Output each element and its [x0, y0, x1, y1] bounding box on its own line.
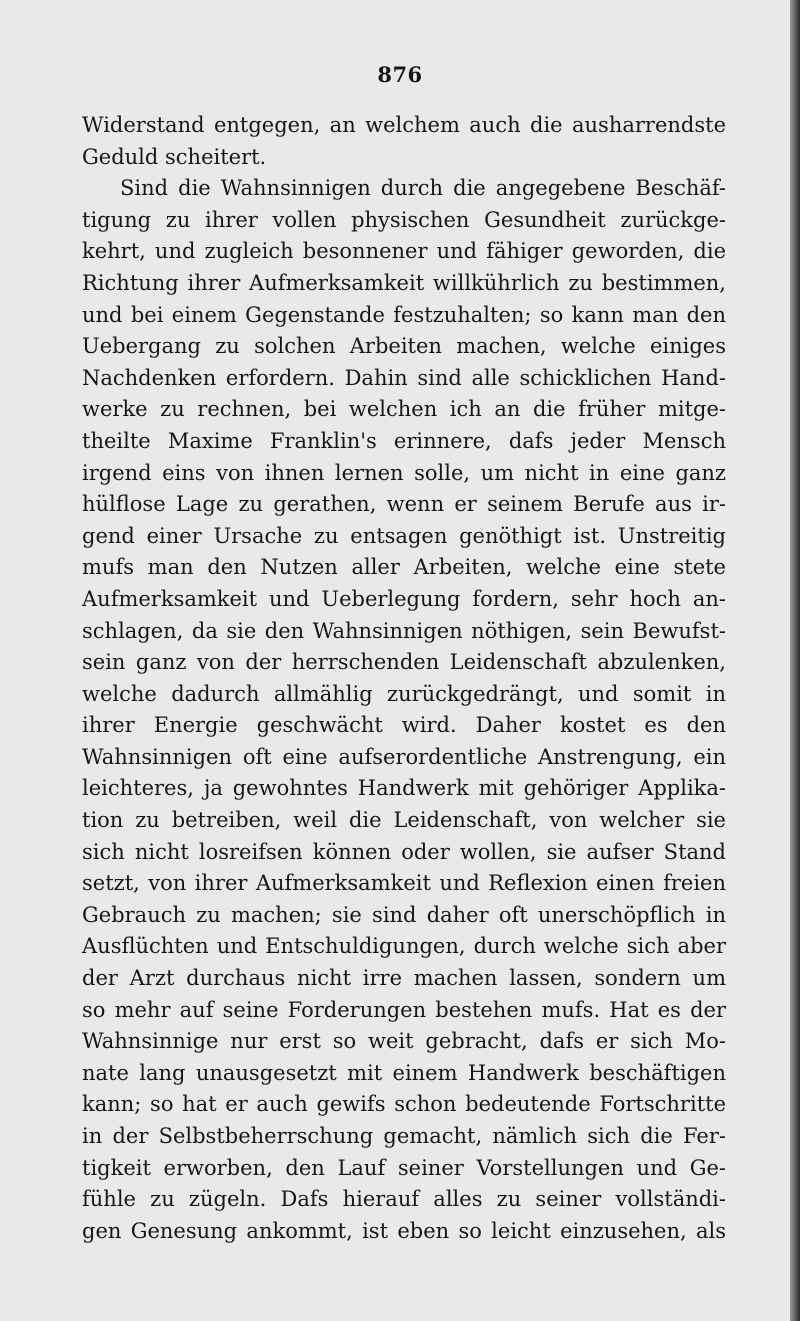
text-line: gend einer Ursache zu entsagen genöthigt ist. Unstreitig: [82, 523, 726, 548]
text-line: tion zu betreiben, weil die Leidenschaft, von welcher sie: [82, 808, 726, 833]
text-line: schlagen, da sie den Wahnsinnigen nöthigen, sein Bewufst-: [82, 618, 726, 643]
text-line: mufs man den Nutzen aller Arbeiten, welche eine stete: [82, 555, 726, 580]
text-line: Widerstand entgegen, an welchem auch die ausharrendste: [82, 113, 726, 137]
text-line: setzt, von ihrer Aufmerksamkeit und Reflexion einen freien: [82, 871, 726, 896]
text-line: welche dadurch allmählig zurückgedrängt, und somit in: [82, 681, 726, 706]
text-line: tigkeit erworben, den Lauf seiner Vorstellungen und Ge-: [82, 1155, 726, 1180]
text-line: gen Genesung ankommt, ist eben so leicht einzusehen, als: [82, 1218, 726, 1243]
text-line: Ausflüchten und Entschuldigungen, durch welche sich aber: [82, 934, 726, 959]
text-line: tigung zu ihrer vollen physischen Gesundheit zurückge-: [82, 207, 726, 232]
text-line: der Arzt durchaus nicht irre machen lassen, sondern um: [82, 966, 726, 991]
text-line: werke zu rechnen, bei welchen ich an die früher mitge-: [82, 397, 726, 422]
text-line: theilte Maxime Franklin's erinnere, dafs jeder Mensch: [82, 428, 726, 453]
text-line: Geduld scheitert.: [82, 144, 267, 169]
text-line: sich nicht losreifsen können oder wollen, sie aufser Stand: [82, 839, 726, 864]
text-line: irgend eins von ihnen lernen solle, um nicht in eine ganz: [82, 460, 726, 485]
text-line: Gebrauch zu machen; sie sind daher oft unerschöpflich in: [82, 902, 726, 927]
text-line: Uebergang zu solchen Arbeiten machen, welche einiges: [82, 334, 726, 359]
text-line: Nachdenken erfordern. Dahin sind alle schicklichen Hand-: [82, 365, 726, 390]
body-text: [82, 110, 726, 1247]
text-line: Wahnsinnige nur erst so weit gebracht, dafs er sich Mo-: [82, 1029, 726, 1054]
text-line: in der Selbstbeherrschung gemacht, nämlich sich die Fer-: [82, 1124, 726, 1148]
text-line: ihrer Energie geschwächt wird. Daher kostet es den: [82, 713, 726, 738]
text-line: leichteres, ja gewohntes Handwerk mit gehöriger Applika-: [82, 776, 726, 801]
text-line: Richtung ihrer Aufmerksamkeit willkührlich zu bestimmen,: [82, 270, 726, 295]
text-line: kann; so hat er auch gewifs schon bedeutende Fortschritte: [82, 1092, 726, 1117]
text-line: fühle zu zügeln. Dafs hierauf alles zu seiner vollständi-: [82, 1187, 726, 1212]
text-line: Wahnsinnigen oft eine aufserordentliche Anstrengung, ein: [82, 744, 726, 769]
text-line: hülflose Lage zu gerathen, wenn er seinem Berufe aus ir-: [82, 492, 726, 517]
text-line: und bei einem Gegenstande festzuhalten; so kann man den: [82, 302, 726, 327]
page-edge-shadow: [790, 0, 800, 1321]
text-line: kehrt, und zugleich besonnener und fähiger geworden, die: [82, 239, 726, 264]
text-line: nate lang unausgesetzt mit einem Handwerk beschäftigen: [82, 1060, 726, 1085]
text-line: Aufmerksamkeit und Ueberlegung fordern, sehr hoch an-: [82, 586, 726, 611]
text-line: so mehr auf seine Forderungen bestehen mufs. Hat es der: [82, 997, 726, 1022]
text-line: Sind die Wahnsinnigen durch die angegebene Beschäf-: [120, 176, 726, 201]
text-line: sein ganz von der herrschenden Leidenschaft abzulenken,: [82, 650, 726, 675]
page-number: 876: [377, 62, 423, 87]
